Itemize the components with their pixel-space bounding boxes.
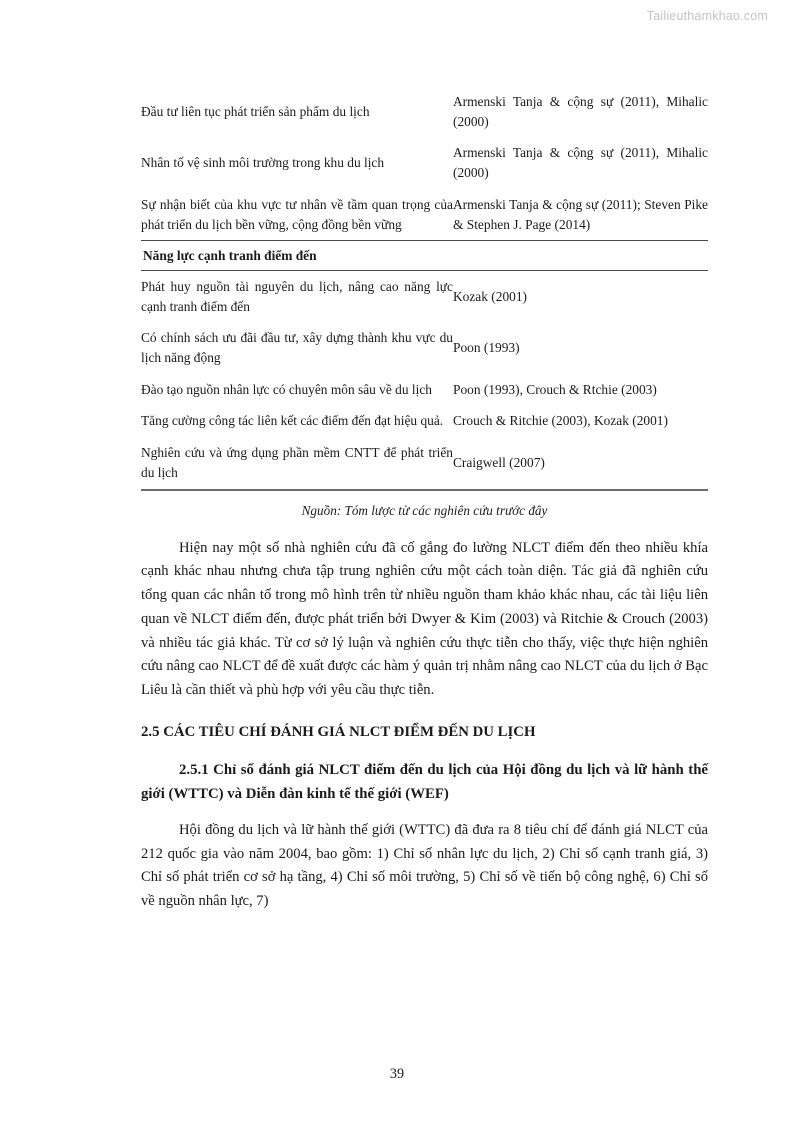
criterion-cell: Tăng cường công tác liên kết các điểm đến đạt hiệu quả. xyxy=(141,413,444,429)
paragraph-1: Hiện nay một số nhà nghiên cứu đã cố gắng đo lường NLCT điểm đến theo nhiều khía cạnh khác nhau nhưng chưa tập trung nghiên cứu một cách toàn diện. Tác giả đã nghiên cứu tổng quan các nhân tố trong mô hình trên từ nhiều nguồn tham khảo khác nhau, các tài liệu liên quan về NLCT điểm đến, được phát triển bởi Dwyer & Kim (2003) và Ritchie & Crouch (2003) và nhiều tác giả khác. Từ cơ sở lý luận và nghiên cứu thực tiễn cho thấy, việc thực hiện nghiên cứu nâng cao NLCT để đề xuất được các hàm ý quản trị nhằm nâng cao NLCT của du lịch ở Bạc Liêu là cần thiết và phù hợp với yêu cầu thực tiễn. xyxy=(141,539,708,699)
criterion-cell: Đào tạo nguồn nhân lực có chuyên môn sâu về du lịch xyxy=(141,381,432,397)
table-row xyxy=(141,374,708,406)
source-cell: Kozak (2001) xyxy=(453,288,527,304)
table-row xyxy=(141,270,708,322)
source-cell: Armenski Tanja & cộng sự (2011); Steven Pike & Stephen J. Page (2014) xyxy=(453,196,708,232)
criteria-reference-table xyxy=(141,86,708,491)
criterion-cell: Đầu tư liên tục phát triển sản phẩm du lịch xyxy=(141,103,370,119)
criterion-cell: Có chính sách ưu đãi đầu tư, xây dựng thành khu vực du lịch năng động xyxy=(141,330,453,366)
source-cell: Poon (1993), Crouch & Rtchie (2003) xyxy=(453,381,657,397)
table-row xyxy=(141,322,708,373)
source-cell: Armenski Tanja & cộng sự (2011), Mihalic (2000) xyxy=(453,94,708,129)
criterion-cell: Nhân tố vệ sinh môi trường trong khu du lịch xyxy=(141,155,385,171)
table-source-caption: Nguồn: Tóm lược từ các nghiên cứu trước đây xyxy=(301,502,548,518)
paragraph-2: Hội đồng du lịch và lữ hành thế giới (WTTC) đã đưa ra 8 tiêu chí để đánh giá NLCT của 212 quốc gia vào năm 2004, bao gồm: 1) Chỉ số nhân lực du lịch, 2) Chỉ số cạnh tranh giá, 3) Chỉ số phát triển cơ sở hạ tầng, 4) Chỉ số môi trường, 5) Chỉ số về tiến bộ công nghệ, 6) Chỉ số về nguồn nhân lực, 7) xyxy=(141,821,708,910)
table-row xyxy=(141,137,708,188)
source-cell: Poon (1993) xyxy=(453,340,520,356)
criterion-cell: Nghiên cứu và ứng dụng phần mềm CNTT để phát triển du lịch xyxy=(141,437,453,489)
subsection-heading-2-5-1: 2.5.1 Chỉ số đánh giá NLCT điểm đến du lịch của Hội đồng du lịch và lữ hành thế giới (WTTC) và Diễn đàn kinh tế thế giới (WEF) xyxy=(141,761,708,802)
spacer xyxy=(141,806,708,819)
table-row xyxy=(141,189,708,241)
criterion-cell: Sự nhận biết của khu vực tư nhân về tầm quan trọng của phát triển du lịch bền vững, cộng đồng bền vững xyxy=(141,196,453,232)
table-row xyxy=(141,437,708,489)
table-section-header-row xyxy=(141,241,708,271)
source-cell: Crouch & Ritchie (2003), Kozak (2001) xyxy=(453,413,668,429)
page-content xyxy=(141,86,708,914)
section-heading-2-5: 2.5 CÁC TIÊU CHÍ ĐÁNH GIÁ NLCT ĐIỂM ĐẾN DU LỊCH xyxy=(141,724,536,741)
source-cell: Craigwell (2007) xyxy=(453,437,708,489)
table-row xyxy=(141,405,708,437)
source-cell: Armenski Tanja & cộng sự (2011), Mihalic (2000) xyxy=(453,145,708,181)
watermark-text: Tailieuthamkhao.com xyxy=(646,9,768,23)
table-row xyxy=(141,86,708,137)
criterion-cell: Phát huy nguồn tài nguyên du lịch, nâng cao năng lực cạnh tranh điểm đến xyxy=(141,278,453,314)
section-header-label: Năng lực cạnh tranh điểm đến xyxy=(141,241,708,271)
page-number: 39 xyxy=(389,1066,405,1082)
